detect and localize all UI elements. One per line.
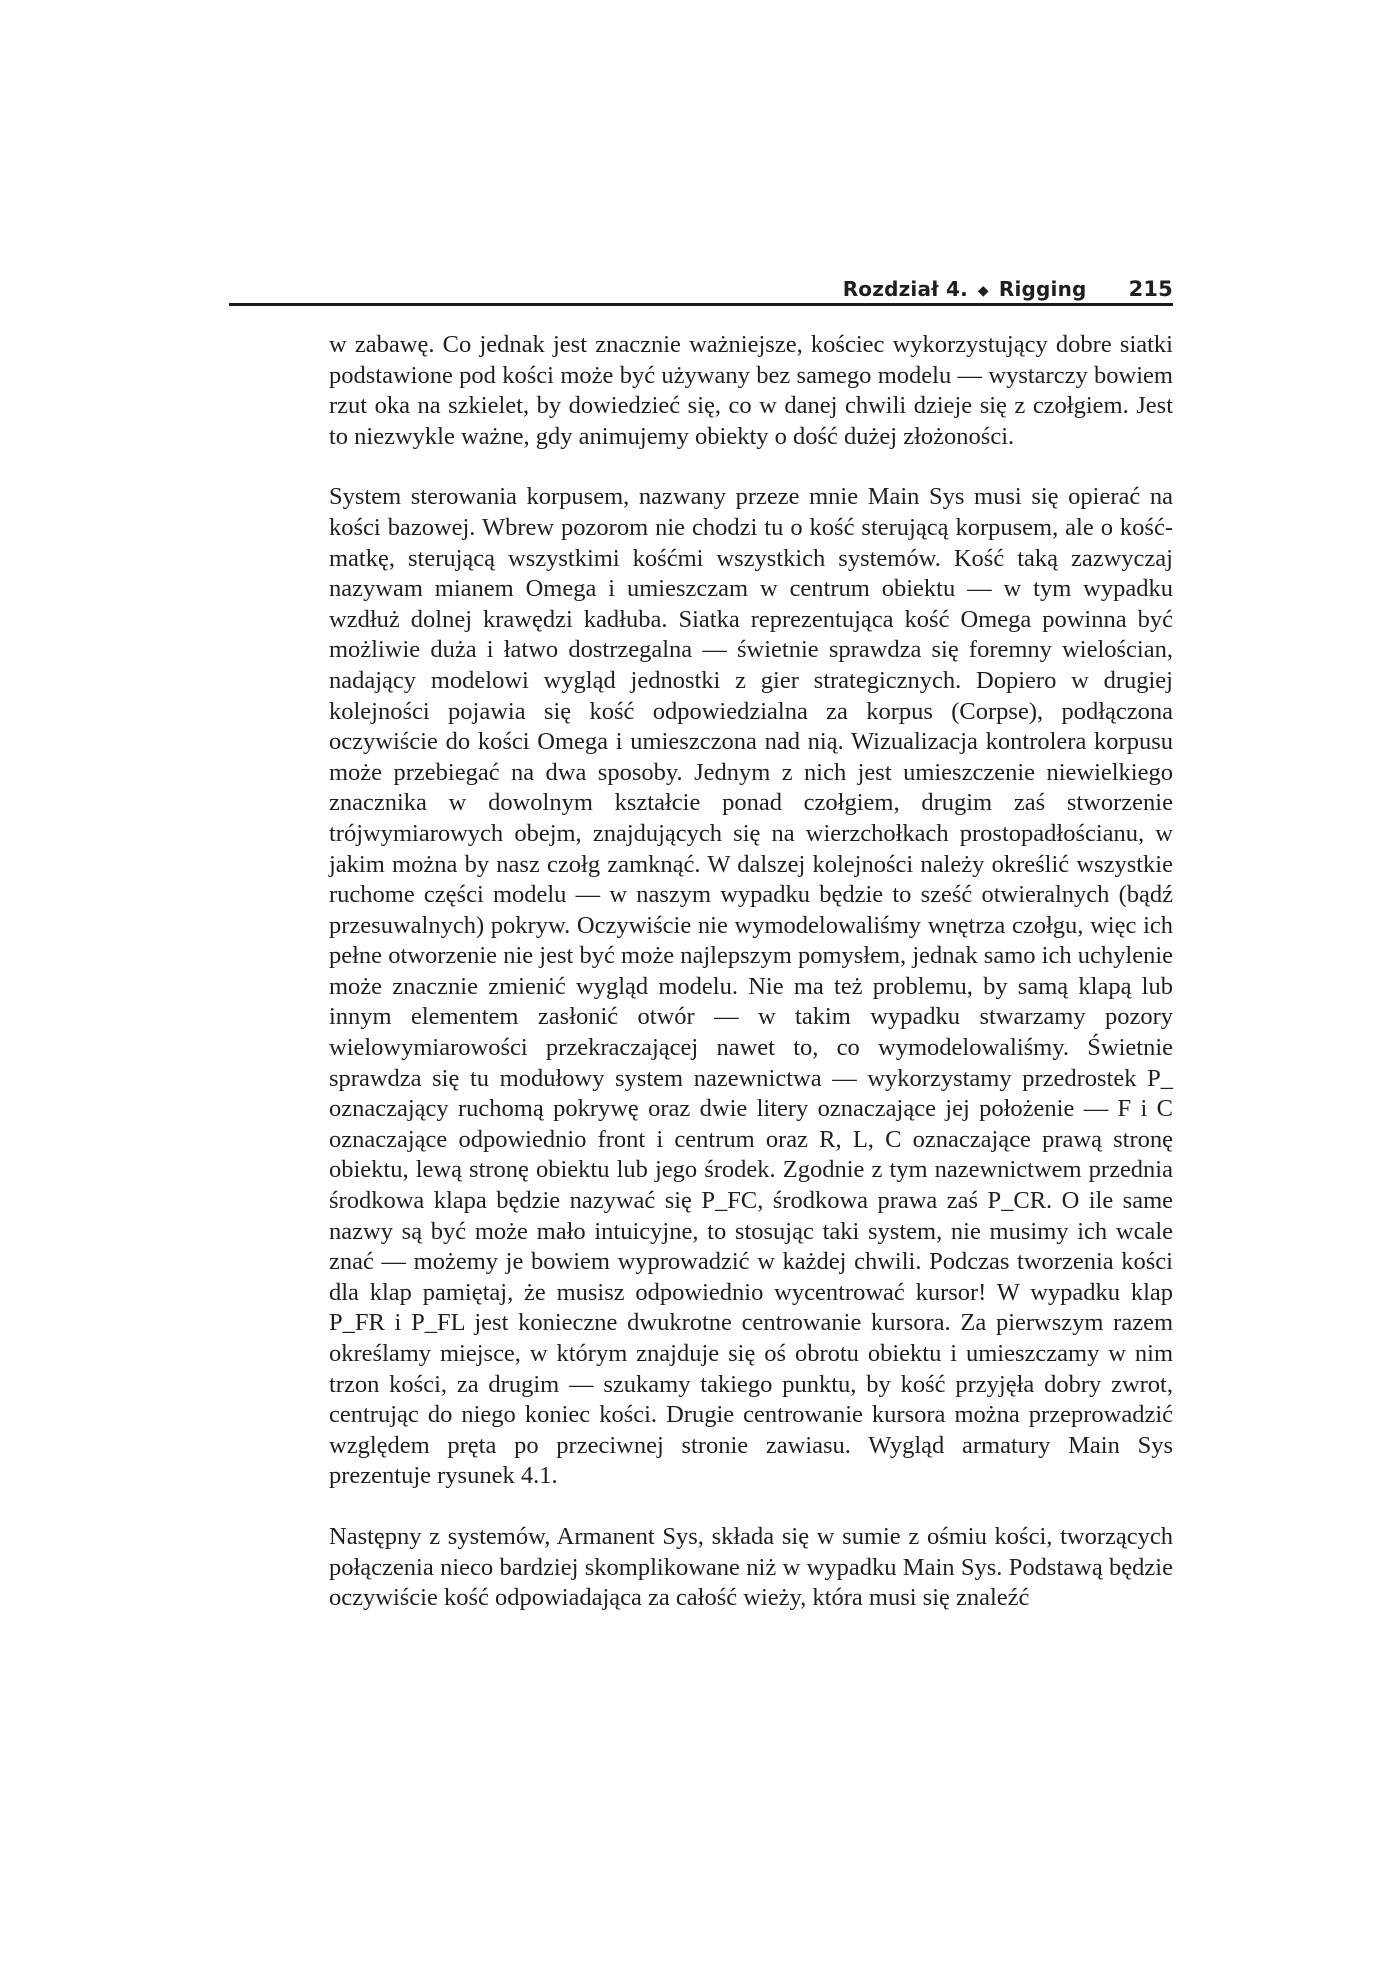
body-text	[329, 330, 1173, 1644]
diamond-icon: ◆	[977, 283, 989, 299]
paragraph: w zabawę. Co jednak jest znacznie ważniejsze, kościec wykorzystujący dobre siatki podstawione pod kości może być używany bez samego modelu — wystarczy bowiem rzut oka na szkielet, by dowiedzieć się, co w danej chwili dzieje się z czołgiem. Jest to niezwykle ważne, gdy animujemy obiekty o dość dużej złożoności.	[329, 331, 1173, 450]
page-number: 215	[1128, 277, 1173, 301]
paragraph: Następny z systemów, Armanent Sys, składa się w sumie z ośmiu kości, tworzących połączenia nieco bardziej skomplikowane niż w wypadku Main Sys. Podstawą będzie oczywiście kość odpowiadająca za całość wieży, która musi się znaleźć	[329, 1522, 1173, 1612]
running-header	[229, 266, 1173, 306]
section-title: Rigging	[998, 277, 1087, 301]
paragraph: System sterowania korpusem, nazwany przeze mnie Main Sys musi się opierać na kości bazowej. Wbrew pozorom nie chodzi tu o kość sterującą korpusem, ale o kość-matkę, sterującą wszystkimi kośćmi wszystkich systemów. Kość taką zazwyczaj nazywam mianem Omega i umieszczam w centrum obiektu — w tym wypadku wzdłuż dolnej krawędzi kadłuba. Siatka reprezentująca kość Omega powinna być możliwie duża i łatwo dostrzegalna — świetnie sprawdza się foremny wielościan, nadający modelowi wygląd jednostki z gier strategicznych. Dopiero w drugiej kolejności pojawia się kość odpowiedzialna za korpus (Corpse), podłączona oczywiście do kości Omega i umieszczona nad nią. Wizualizacja kontrolera korpusu może przebiegać na dwa sposoby. Jednym z nich jest umieszczenie niewielkiego znacznika w dowolnym kształcie ponad czołgiem, drugim zaś stworzenie trójwymiarowych obejm, znajdujących się na wierzchołkach prostopadłościanu, w jakim można by nasz czołg zamknąć. W dalszej kolejności należy określić wszystkie ruchome części modelu — w naszym wypadku będzie to sześć otwieralnych (bądź przesuwalnych) pokryw. Oczywiście nie wymodelowaliśmy wnętrza czołgu, więc ich pełne otworzenie nie jest być może najlepszym pomysłem, jednak samo ich uchylenie może znacznie zmienić wygląd modelu. Nie ma też problemu, by samą klapą lub innym elementem zasłonić otwór — w takim wypadku stwarzamy pozory wielowymiarowości przekraczającej nawet to, co wymodelowaliśmy. Świetnie sprawdza się tu modułowy system nazewnictwa — wykorzystamy przedrostek P_ oznaczający ruchomą pokrywę oraz dwie litery oznaczające jej położenie — F i C oznaczające odpowiednio front i centrum oraz R, L, C oznaczające prawą stronę obiektu, lewą stronę obiektu lub jego środek. Zgodnie z tym nazewnictwem przednia środkowa klapa będzie nazywać się P_FC, środkowa prawa zaś P_CR. O ile same nazwy są być może mało intuicyjne, to stosując taki system, nie musimy ich wcale znać — możemy je bowiem wyprowadzić w każdej chwili. Podczas tworzenia kości dla klap pamiętaj, że musisz odpowiednio wycentrować kursor! W wypadku klap P_FR i P_FL jest konieczne dwukrotne centrowanie kursora. Za pierwszym razem określamy miejsce, w którym znajduje się oś obrotu obiektu i umieszczamy w nim trzon kości, za drugim — szukamy takiego punktu, by kość przyjęła dobry zwrot, centrując do niego koniec kości. Drugie centrowanie kursora można przeprowadzić względem pręta po przeciwnej stronie zawiasu. Wygląd armatury Main Sys prezentuje rysunek 4.1.	[329, 483, 1173, 1490]
chapter-label: Rozdział 4.	[842, 277, 968, 301]
